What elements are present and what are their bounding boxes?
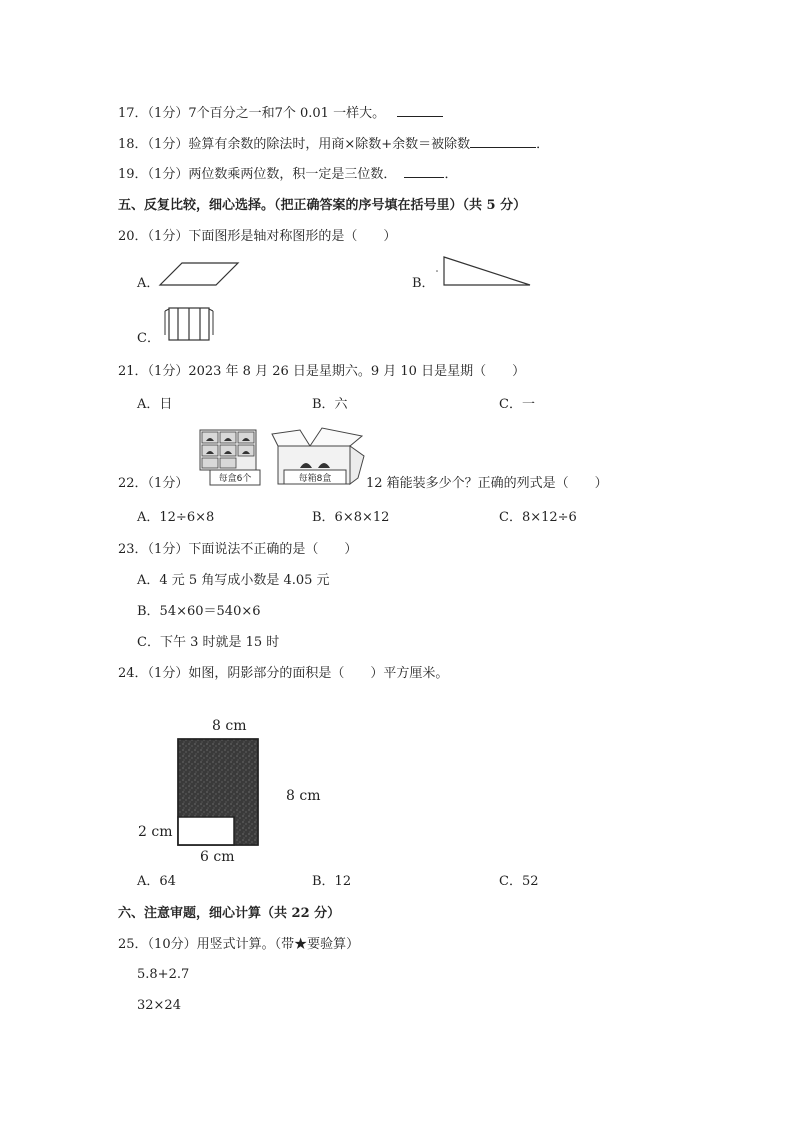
door-figure	[164, 305, 214, 343]
option-c[interactable]: C．8×12÷6	[499, 510, 577, 525]
option-b[interactable]: B．	[412, 276, 435, 291]
question-18-text: 18．（1分）验算有余数的除法时，用商×除数+余数＝被除数	[118, 137, 471, 152]
question-22-suffix: 12 箱能装多少个？正确的列式是（ ）	[366, 476, 608, 491]
section-6-title: 六、注意审题，细心计算（共 22 分）	[118, 906, 341, 921]
option-c[interactable]: C．	[137, 331, 160, 346]
expression-2: 32×24	[137, 998, 181, 1013]
question-18-tail: ．	[536, 137, 550, 152]
left-dimension-label: 2 cm	[138, 824, 173, 840]
box-label: 每盒6个	[218, 474, 252, 484]
question-17-text: 17．（1分）7个百分之一和7个 0.01 一样大。	[118, 106, 386, 121]
question-19-tail: ．	[444, 167, 458, 182]
option-b[interactable]: B．六	[312, 397, 348, 412]
option-c[interactable]: C．52	[499, 874, 539, 889]
cake-boxes-image	[196, 428, 264, 488]
option-c[interactable]: C．一	[499, 397, 535, 412]
open-carton-image	[270, 426, 366, 488]
option-a[interactable]: A．4 元 5 角写成小数是 4.05 元	[137, 573, 330, 588]
expression-1: 5.8+2.7	[137, 967, 190, 982]
option-b[interactable]: B．12	[312, 874, 352, 889]
question-19-text: 19．（1分）两位数乘两位数，积一定是三位数．	[118, 167, 397, 182]
answer-blank[interactable]	[470, 135, 536, 148]
question-18	[118, 135, 549, 154]
option-b[interactable]: B．6×8×12	[312, 510, 390, 525]
answer-blank[interactable]	[404, 165, 444, 178]
question-19	[118, 165, 457, 184]
right-triangle-figure	[434, 254, 534, 288]
option-c[interactable]: C．下午 3 时就是 15 时	[137, 635, 280, 650]
question-25-text: 25．（10分）用竖式计算。（带★要验算）	[118, 937, 360, 952]
shaded-square-figure	[176, 737, 260, 847]
answer-blank[interactable]	[397, 104, 443, 117]
question-20-text: 20．（1分）下面图形是轴对称图形的是（ ）	[118, 229, 397, 244]
option-a[interactable]: A．64	[137, 874, 176, 889]
question-17	[118, 104, 443, 123]
question-23-text: 23．（1分）下面说法不正确的是（ ）	[118, 542, 358, 557]
question-22-prefix: 22．（1分）	[118, 476, 189, 491]
carton-label: 每箱8盒	[298, 474, 332, 484]
section-5-title: 五、反复比较，细心选择。（把正确答案的序号填在括号里）（共 5 分）	[118, 198, 527, 213]
top-dimension-label: 8 cm	[212, 718, 247, 734]
option-a[interactable]: A．	[137, 276, 160, 291]
question-24-text: 24．（1分）如图，阴影部分的面积是（ ）平方厘米。	[118, 666, 449, 681]
option-a[interactable]: A．日	[137, 397, 173, 412]
option-b[interactable]: B．54×60＝540×6	[137, 604, 261, 619]
question-21-text: 21．（1分）2023 年 8 月 26 日是星期六。9 月 10 日是星期（ ）	[118, 364, 526, 379]
parallelogram-figure	[158, 260, 242, 290]
bottom-dimension-label: 6 cm	[200, 849, 235, 865]
right-dimension-label: 8 cm	[286, 788, 321, 804]
option-a[interactable]: A．12÷6×8	[137, 510, 215, 525]
